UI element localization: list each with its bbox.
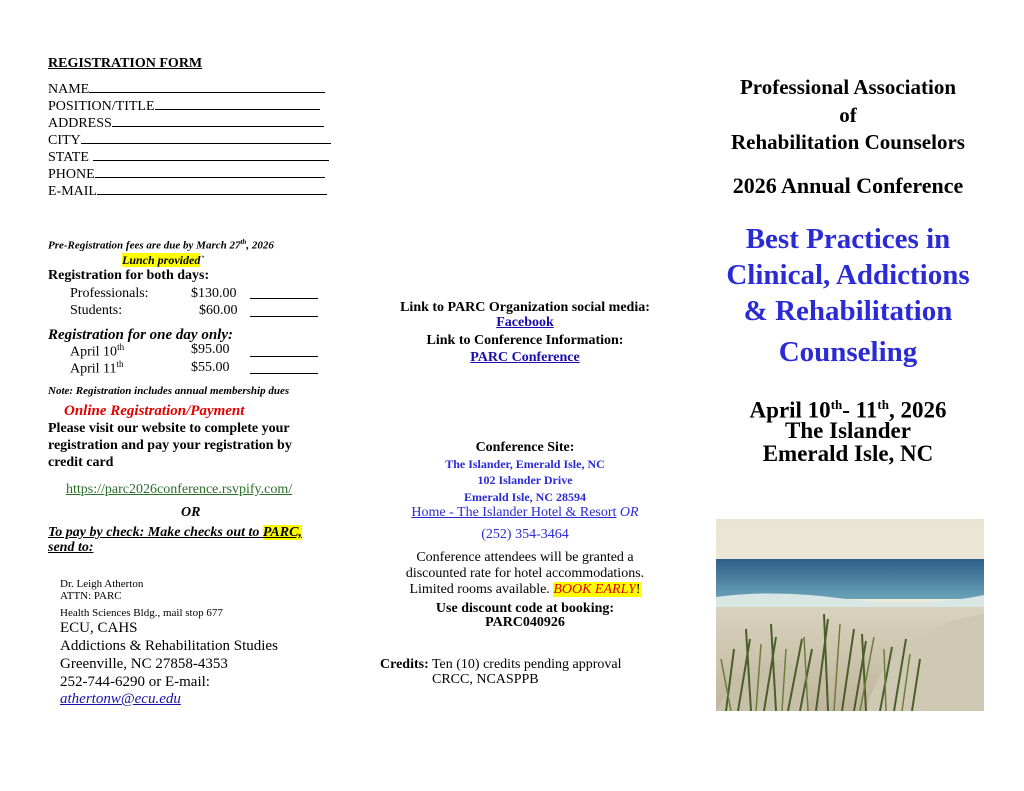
online-body: Please visit our website to complete your registration and pay your registration by credit card xyxy=(48,421,292,470)
students-label: Students: xyxy=(70,303,123,318)
book-early-bang: ! xyxy=(635,582,641,597)
lunch-note xyxy=(122,253,204,268)
mail-phone: 252-744-6290 or E-mail: xyxy=(60,674,210,690)
day1-sup: th xyxy=(117,342,125,352)
professionals-blank[interactable] xyxy=(250,298,318,299)
beach-painting-art xyxy=(716,519,984,711)
discount-2: discounted rate for hotel accommodations. xyxy=(405,566,645,581)
conf-info-label: Link to Conference Information: xyxy=(426,333,624,348)
venue-name: The Islander xyxy=(785,418,911,443)
check-parc: PARC, xyxy=(262,525,302,540)
credits-label: Credits: xyxy=(380,657,429,672)
discount-3-row xyxy=(370,582,680,598)
name-label: NAME xyxy=(48,82,90,97)
date-start-sup: th xyxy=(830,397,843,412)
code-label: Use discount code at booking: xyxy=(435,601,615,616)
mail-dept: Addictions & Rehabilitation Studies xyxy=(60,638,278,654)
due-note-year: , 2026 xyxy=(246,239,274,252)
online-heading: Online Registration/Payment xyxy=(64,403,245,419)
site-heading: Conference Site: xyxy=(475,440,575,455)
state-field[interactable] xyxy=(48,148,329,165)
or-text: OR xyxy=(181,505,201,520)
due-note-sup: th xyxy=(240,238,247,246)
facebook-link[interactable]: Facebook xyxy=(496,315,554,330)
hotel-link-row xyxy=(370,505,680,521)
date-end: - 11 xyxy=(842,397,878,423)
day2-price: $55.00 xyxy=(191,360,230,375)
email-field[interactable] xyxy=(48,182,327,199)
students-blank[interactable] xyxy=(250,316,318,317)
membership-note: Note: Registration includes annual membership dues xyxy=(48,385,290,397)
day1-blank[interactable] xyxy=(250,356,318,357)
date-start: April 10 xyxy=(749,397,831,423)
book-early: BOOK EARLY xyxy=(553,582,636,597)
check-text: To pay by check: Make checks out to xyxy=(48,525,263,540)
rsvp-link[interactable] xyxy=(66,482,292,498)
mail-name: Dr. Leigh Atherton xyxy=(60,578,144,590)
theme-line-3: & Rehabilitation xyxy=(743,295,953,327)
venue-location: Emerald Isle, NC xyxy=(762,441,934,466)
credits-text: Ten (10) credits pending approval xyxy=(431,657,622,672)
position-label: POSITION/TITLE xyxy=(48,99,155,114)
both-days-heading: Registration for both days: xyxy=(48,268,210,283)
date-end-sup: th xyxy=(877,397,889,412)
facebook-row xyxy=(370,315,680,330)
beach-painting xyxy=(716,519,984,711)
credits-bodies: CRCC, NCASPPB xyxy=(432,672,539,687)
mail-org: ECU, CAHS xyxy=(60,620,138,636)
day1-text: April 10 xyxy=(70,344,118,360)
professionals-label: Professionals: xyxy=(70,286,149,301)
site-line1: The Islander, Emerald Isle, NC xyxy=(445,457,605,471)
position-blank[interactable] xyxy=(155,97,320,110)
discount-1: Conference attendees will be granted a xyxy=(416,550,634,565)
email-label: E-MAIL xyxy=(48,184,97,199)
org-name-3: Rehabilitation Counselors xyxy=(731,130,965,154)
due-note-text: Pre-Registration fees are due by March 27 xyxy=(48,239,241,252)
lunch-provided: Lunch provided xyxy=(122,253,201,267)
hotel-or: OR xyxy=(619,505,639,520)
hotel-phone: (252) 354-3464 xyxy=(481,527,569,542)
lunch-tick: ` xyxy=(200,253,205,267)
one-day-heading: Registration for one day only: xyxy=(48,327,234,343)
day1-label xyxy=(70,342,124,361)
mail-attn: ATTN: PARC xyxy=(60,590,122,602)
conf-link-row xyxy=(370,350,680,365)
name-blank[interactable] xyxy=(89,80,325,93)
phone-field[interactable] xyxy=(48,165,325,182)
date-year: , 2026 xyxy=(888,397,947,423)
rsvp-url[interactable]: https://parc2026conference.rsvpify.com/ xyxy=(66,482,293,497)
city-label: CITY xyxy=(48,133,81,148)
day2-sup: th xyxy=(116,359,124,369)
social-label: Link to PARC Organization social media: xyxy=(400,300,650,315)
theme-line-4: Counseling xyxy=(778,336,918,368)
check-instructions xyxy=(48,525,338,555)
city-blank[interactable] xyxy=(81,131,331,144)
day2-label xyxy=(70,359,124,378)
org-name-1: Professional Association xyxy=(739,75,957,99)
discount-code: PARC040926 xyxy=(485,615,565,630)
check-send-to: send to: xyxy=(48,540,94,555)
city-field[interactable] xyxy=(48,131,331,148)
state-blank[interactable] xyxy=(93,148,329,161)
position-field[interactable] xyxy=(48,97,320,114)
professionals-price: $130.00 xyxy=(191,286,237,301)
phone-blank[interactable] xyxy=(95,165,325,178)
parc-conference-link[interactable]: PARC Conference xyxy=(470,350,580,365)
state-label: STATE xyxy=(48,150,89,165)
site-line3: Emerald Isle, NC 28594 xyxy=(464,490,586,504)
mail-city: Greenville, NC 27858-4353 xyxy=(60,656,228,672)
day2-blank[interactable] xyxy=(250,373,318,374)
credits-row xyxy=(380,657,622,672)
conference-name: 2026 Annual Conference xyxy=(732,173,964,198)
mail-email-link[interactable]: athertonw@ecu.edu xyxy=(60,691,181,707)
phone-label: PHONE xyxy=(48,167,95,182)
professionals-row xyxy=(70,286,149,302)
registration-form-title: REGISTRATION FORM xyxy=(48,56,203,71)
email-blank[interactable] xyxy=(97,182,327,195)
org-name-2: of xyxy=(839,103,857,127)
name-field[interactable] xyxy=(48,80,325,97)
due-note xyxy=(48,238,274,252)
theme-line-2: Clinical, Addictions xyxy=(726,259,970,291)
mail-bldg: Health Sciences Bldg., mail stop 677 xyxy=(60,607,223,619)
hotel-link[interactable]: Home - The Islander Hotel & Resort xyxy=(411,505,617,520)
address-label: ADDRESS xyxy=(48,116,112,131)
day2-text: April 11 xyxy=(70,361,117,377)
address-blank[interactable] xyxy=(112,114,324,127)
theme-line-1: Best Practices in xyxy=(745,223,951,255)
site-line2: 102 Islander Drive xyxy=(477,473,573,487)
students-price: $60.00 xyxy=(199,303,238,318)
address-field[interactable] xyxy=(48,114,324,131)
day1-price: $95.00 xyxy=(191,342,230,357)
discount-3: Limited rooms available. xyxy=(409,582,550,597)
